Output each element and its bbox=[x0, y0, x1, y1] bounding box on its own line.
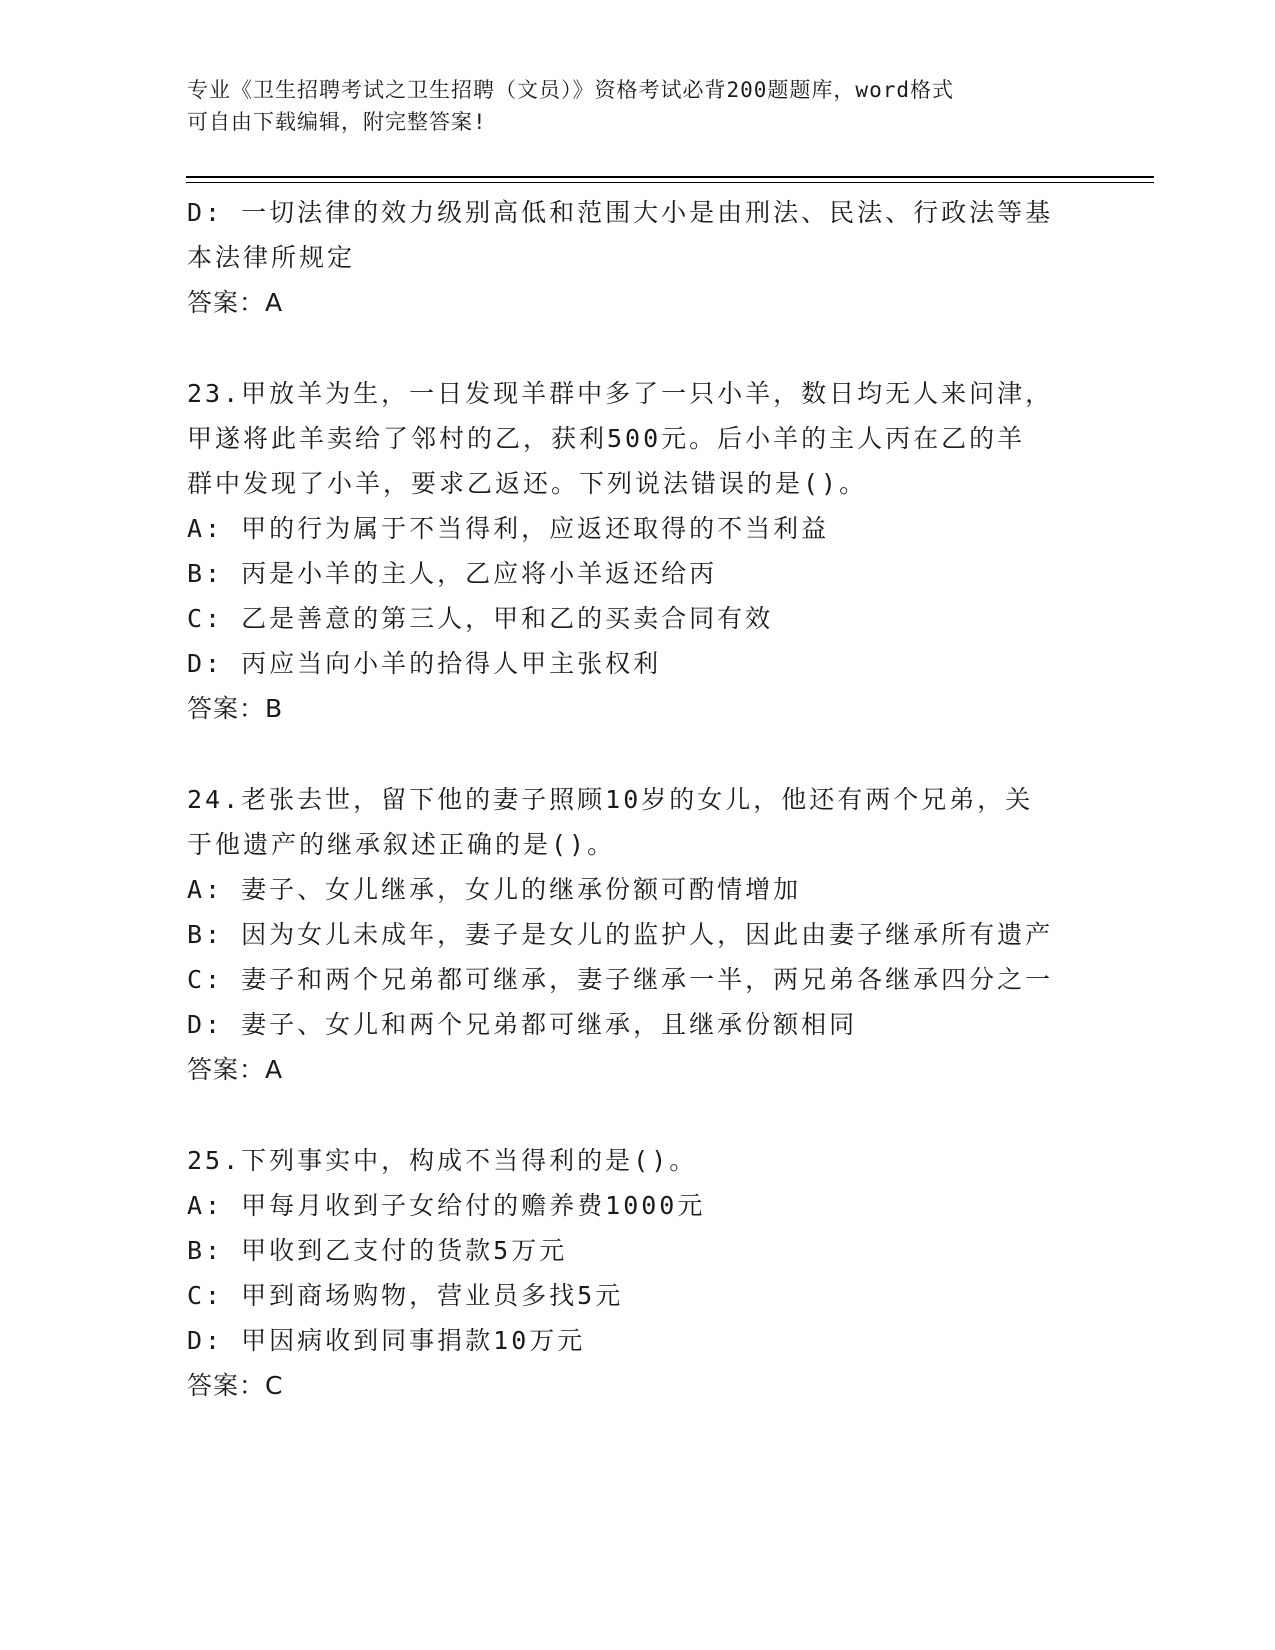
option-c: C: 妻子和两个兄弟都可继承，妻子继承一半，两兄弟各继承四分之一 bbox=[187, 965, 1054, 994]
option-d: D: 丙应当向小羊的拾得人甲主张权利 bbox=[187, 649, 662, 678]
question-content bbox=[187, 190, 1087, 1408]
question-22-continuation bbox=[187, 190, 1087, 325]
answer-line: 答案：A bbox=[187, 1055, 284, 1084]
header-title-line-2: 可自由下载编辑，附完整答案! bbox=[187, 110, 487, 134]
question-stem-line: 群中发现了小羊，要求乙返还。下列说法错误的是()。 bbox=[187, 469, 868, 498]
option-a: A: 妻子、女儿继承，女儿的继承份额可酌情增加 bbox=[187, 875, 802, 904]
answer-line: 答案：A bbox=[187, 288, 284, 317]
option-b: B: 因为女儿未成年，妻子是女儿的监护人，因此由妻子继承所有遗产 bbox=[187, 920, 1054, 949]
question-stem-line: 25.下列事实中，构成不当得利的是()。 bbox=[187, 1146, 698, 1175]
question-spacer bbox=[187, 1092, 1087, 1138]
option-c: C: 乙是善意的第三人，甲和乙的买卖合同有效 bbox=[187, 604, 774, 633]
option-b: B: 甲收到乙支付的货款5万元 bbox=[187, 1236, 568, 1265]
question-stem-line: 23.甲放羊为生，一日发现羊群中多了一只小羊，数日均无人来问津， bbox=[187, 379, 1054, 408]
header-title-line-1: 专业《卫生招聘考试之卫生招聘（文员）》资格考试必背200题题库，word格式 bbox=[187, 78, 954, 102]
header-divider-thick bbox=[186, 176, 1154, 178]
question-25 bbox=[187, 1138, 1087, 1408]
question-23 bbox=[187, 371, 1087, 731]
question-24 bbox=[187, 777, 1087, 1092]
option-a: A: 甲每月收到子女给付的赡养费1000元 bbox=[187, 1191, 706, 1220]
answer-line: 答案：C bbox=[187, 1371, 284, 1400]
option-d: D: 妻子、女儿和两个兄弟都可继承，且继承份额相同 bbox=[187, 1010, 858, 1039]
document-header bbox=[187, 74, 1087, 138]
question-stem-line: 于他遗产的继承叙述正确的是()。 bbox=[187, 830, 616, 859]
option-d: D: 甲因病收到同事捐款10万元 bbox=[187, 1326, 586, 1355]
answer-line: 答案：B bbox=[187, 694, 284, 723]
header-divider-thin bbox=[186, 182, 1154, 183]
option-d-line-2: 本法律所规定 bbox=[187, 243, 356, 272]
option-d-line-1: D: 一切法律的效力级别高低和范围大小是由刑法、民法、行政法等基 bbox=[187, 198, 1054, 227]
question-spacer bbox=[187, 731, 1087, 777]
option-a: A: 甲的行为属于不当得利，应返还取得的不当利益 bbox=[187, 514, 830, 543]
question-spacer bbox=[187, 325, 1087, 371]
option-c: C: 甲到商场购物，营业员多找5元 bbox=[187, 1281, 624, 1310]
option-b: B: 丙是小羊的主人，乙应将小羊返还给丙 bbox=[187, 559, 718, 588]
question-stem-line: 甲遂将此羊卖给了邻村的乙，获利500元。后小羊的主人丙在乙的羊 bbox=[187, 424, 1026, 453]
question-stem-line: 24.老张去世，留下他的妻子照顾10岁的女儿，他还有两个兄弟，关 bbox=[187, 785, 1034, 814]
